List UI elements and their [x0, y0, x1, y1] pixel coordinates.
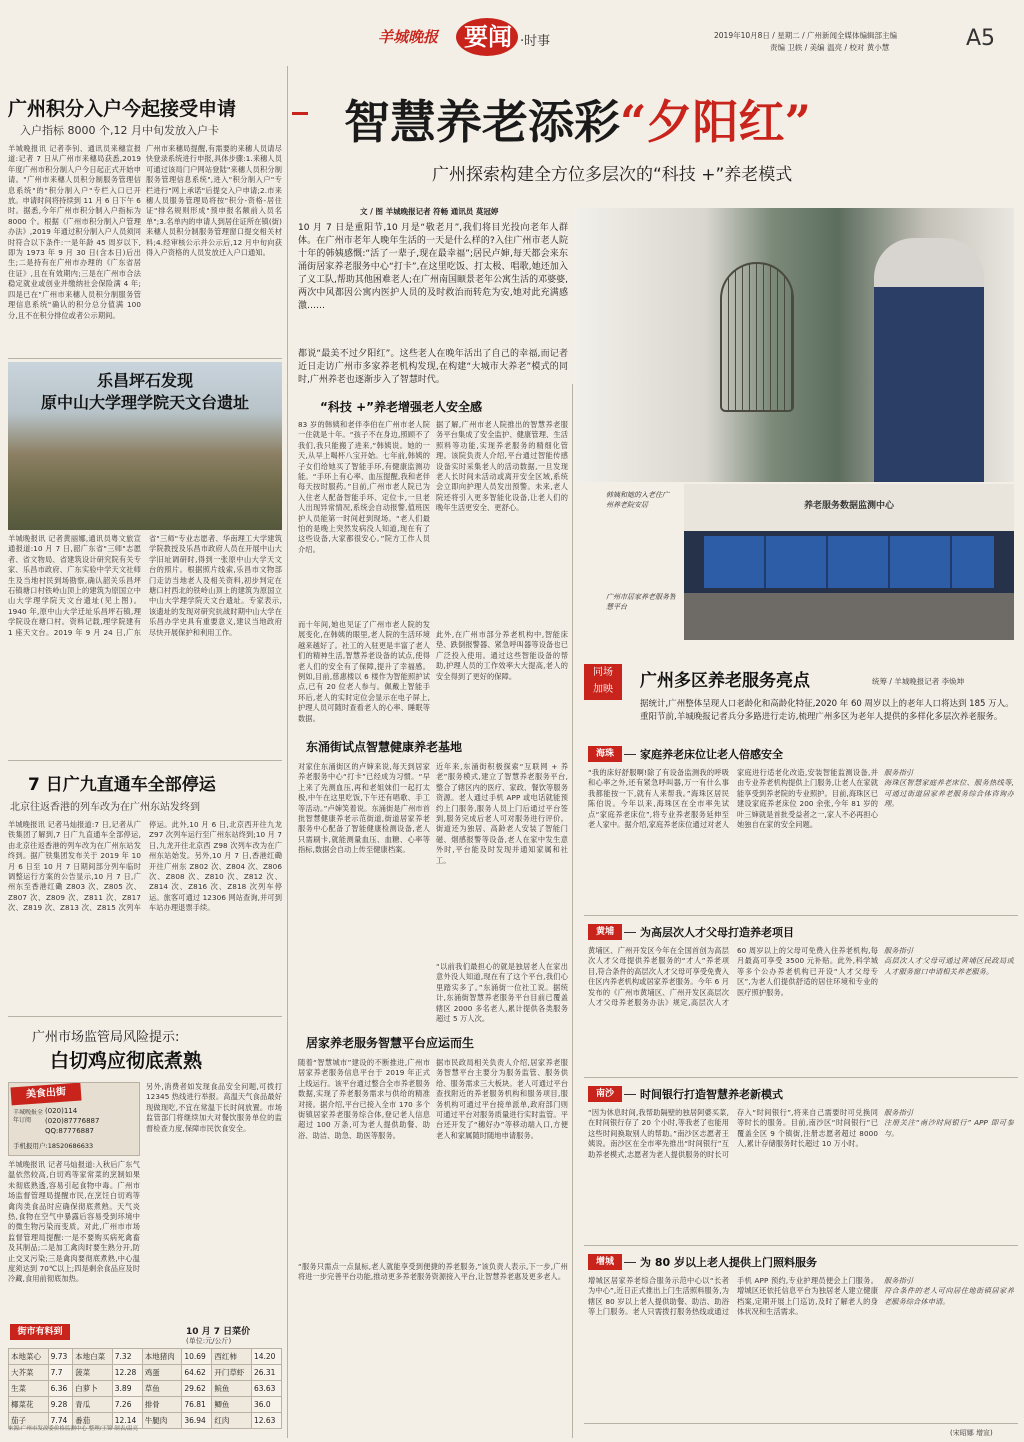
- price-row: [9, 1349, 282, 1365]
- divider: [8, 760, 282, 761]
- district-service-guide: 服务指引 海珠区智慧家庭养老床位、服务热线等,可通过街道居家养老服务综合体咨询办理。: [884, 768, 1014, 809]
- price-item: 生菜: [9, 1381, 49, 1397]
- sidebar-final-credit: (宋昭娜 增宣): [950, 1429, 993, 1437]
- elder-woman-photo: [574, 208, 1014, 482]
- feature-headline: [344, 92, 984, 156]
- divider: [8, 1016, 282, 1017]
- price-item: 排骨: [142, 1397, 182, 1413]
- price-value: 6.36: [48, 1381, 73, 1397]
- feature-byline: 文 / 图 羊城晚报记者 符畅 通讯员 莫冠婷: [360, 207, 499, 216]
- feature-subhead: 广州探索构建全方位多层次的“科技 +”养老模式: [432, 165, 793, 185]
- district-heading-rule: [624, 932, 636, 933]
- article-chicken-body: 羊城晚报讯 记者马灿报道:入秋后广东气温依然较高,白切鸡等家常菜的烹制如果未彻底熟透,容易引起食物中毒。广州市场监督管理局提醒市民,在烹饪白切鸡等禽肉类食品时应确保彻底煮熟。天气炎热,食物在空气中暴露后容易受到环境中的微生物污染而变质。对此,广州市市场监督管理局提醒:一是不要购买病死禽畜及其制品;二是加工禽肉时要生熟分开,防止交叉污染;三是禽肉要彻底煮熟,中心温度须达到 70℃以上;四是剩余食品应及时冷藏,食用前彻底加热。: [8, 1160, 140, 1284]
- price-item: 白萝卜: [73, 1381, 113, 1397]
- district-body: “因为休息时间,我帮助隔壁的独居阿婆买菜,在时间银行存了 20 个小时,等我老了也能用这些时间换取别人的帮助。”南沙区志愿者王姨说。南沙区在全市率先推出“时间银行”互助养老模式,志愿者为老人提供服务的时长可存入“时间银行”,将来自己需要时可兑换同等时长的服务。目前,南沙区“时间银行”已覆盖全区 9 个镇街,注册志愿者超过 8000 人,累计存储服务时长超过 10 万小时。: [588, 1108, 878, 1159]
- district-service-guide: 服务指引 高层次人才父母可通过黄埔区民政局或人才服务窗口申请相关养老服务。: [884, 946, 1014, 976]
- section3-body-b: 据市民政局相关负责人介绍,居家养老服务智慧平台主要分为服务监管、服务供给、服务需求三大板块。老人可通过平台查找附近的养老服务机构和服务项目,服务机构可通过平台接单派单,政府部门则可通过平台对服务质量进行实时监管。平台还开发了“穗好办”等移动端入口,方便老人和家属随时随地申请服务。: [436, 1058, 568, 1140]
- price-item: 本地菜心: [9, 1349, 49, 1365]
- ad-hotline-label: 羊城晚报全年订阅: [13, 1109, 43, 1124]
- birdcage: [720, 262, 794, 412]
- district-name-tag: 海珠: [588, 746, 622, 762]
- price-item: 大芥菜: [9, 1365, 49, 1381]
- district-heading: 为 80 岁以上老人提供上门照料服务: [640, 1256, 817, 1269]
- price-item: 椰菜花: [9, 1397, 49, 1413]
- price-item: 西红柿: [212, 1349, 252, 1365]
- sidebar-tag: [584, 664, 622, 700]
- sidebar-credit: 统筹 / 羊城晚报记者 李焕坤: [872, 677, 965, 686]
- district-name-tag: 增城: [588, 1254, 622, 1270]
- district-heading-rule: [624, 1262, 636, 1263]
- price-value: 7.7: [48, 1365, 73, 1381]
- price-source: 来源:广州市发改委价格监测中心 整理/王锦 制表/温亮: [8, 1426, 139, 1432]
- photo1-caption: 韩姨和她的入老住广州养老院安居: [606, 491, 669, 509]
- district-block: [584, 924, 1018, 1080]
- section-title: 要闻: [464, 22, 512, 51]
- ad-mobile: 手机报用户:18520686633: [13, 1142, 94, 1150]
- subsection-title: ·时事: [520, 34, 551, 48]
- article-train-body: 羊城晚报讯 记者马灿报道:7 日,记者从广铁集团了解到,7 日广九直通车全部停运,由北京往返香港的列车改为在广州东站发终到。据广铁集团发布关于 2019 年 10 月 6 日至 10 月 7 日期间部分列车临时调整运行方案的公告显示,10 月 7 日,广州东至香港红磡 Z803 次、Z805 次、Z807 次、Z809 次、Z811 次、Z817 次、Z819 次、Z813 次、Z815 次列车停运。此外,10 月 6 日,北京西开往九龙 Z97 次列车运行至广州东站终到;10 月 7 日,九龙开往北京西 Z98 次列车改为在广州东站始发。另外,10 月 7 日,香港红磡开往广州东 Z802 次、Z804 次、Z806 次、Z808 次、Z810 次、Z812 次、Z814 次、Z816 次、Z818 次列车停运。旅客可通过 12306 网站查询,并可到车站办理退票手续。: [8, 820, 282, 913]
- district-name-tag: 南沙: [588, 1086, 622, 1102]
- article-points-subtitle: 入户指标 8000 个,12 月中旬发放入户卡: [20, 124, 219, 137]
- price-item: 鲩鱼: [212, 1381, 252, 1397]
- district-divider: [584, 1423, 1018, 1424]
- section2-heading: 东涌街试点智慧健康养老基地: [306, 740, 463, 754]
- district-body: 增城区居家养老综合服务示范中心以“长者为中心”,近日正式推出上门生活照料服务,为辖区 80 岁以上老人提供助餐、助洁、助浴等上门服务。老人只需拨打服务热线或通过手机 APP 预约,专业护理员便会上门服务。增城区还依托信息平台为独居老人建立健康档案,定期开展上门巡访,及时了解老人的身体状况和生活需求。: [588, 1276, 878, 1317]
- price-item: 鲫鱼: [212, 1397, 252, 1413]
- price-value: 36.0: [251, 1397, 281, 1413]
- price-item: 草鱼: [142, 1381, 182, 1397]
- district-divider: [584, 915, 1018, 916]
- price-tag: 街市有料到: [10, 1324, 70, 1340]
- price-row: [9, 1397, 282, 1413]
- monitoring-center-photo: [684, 484, 1014, 640]
- price-table: [8, 1348, 282, 1429]
- feature-accent-bar: [292, 112, 308, 115]
- sidebar-tag-line1: 同场: [593, 667, 613, 678]
- district-body: “我的床好舒服啊!除了有设备监测我的呼吸和心率之外,还有紧急呼叫器,万一有什么事我都能按一下,就有人来帮我。”海珠区居民陈伯说。今年以来,海珠区在全市率先试点“家庭养老床位”,将专业养老服务延伸至老人家中。据介绍,家庭养老床位通过对老人家庭进行适老化改造,安装智能监测设备,并由专业养老机构提供上门服务,让老人在家就能享受到养老院的专业照护。目前,海珠区已建设家庭养老床位 200 余张,今年 81 岁的叶三婶就是首批受益者之一,家人不必再担心她独自在家的安全问题。: [588, 768, 878, 830]
- divider: [8, 358, 282, 359]
- article-observatory-title-2: 原中山大学理学院天文台遗址: [40, 393, 249, 412]
- price-value: 76.81: [182, 1397, 212, 1413]
- price-value: 12.14: [112, 1413, 142, 1429]
- price-value: 9.28: [48, 1397, 73, 1413]
- feature-lead-b: 都说“最美不过夕阳红”。这些老人在晚年活出了自己的幸福,而记者近日走访广州市多家养老机构发现,在构建“大城市大养老”模式的同时,广州养老也逐渐步入了智慧时代。: [298, 349, 568, 385]
- price-value: 7.32: [112, 1349, 142, 1365]
- section1-heading: “科技 +”养老增强老人安全感: [320, 400, 483, 414]
- district-heading: 为高层次人才父母打造养老项目: [640, 926, 794, 939]
- price-value: 12.63: [251, 1413, 281, 1429]
- feature-headline-main: 智慧养老添彩: [344, 95, 620, 149]
- price-value: 12.28: [112, 1365, 142, 1381]
- section1-body-c: 据了解,广州市老人院推出的智慧养老服务平台集成了安全监护、健康管理、生活照料等功能,实现养老服务的精细化管理。该院负责人介绍,平台通过智能传感设备实时采集老人的活动数据,一旦发现老人长时间未活动或离开安全区域,系统会立即向护理人员发出预警。未来,老人院还将引入更多智能化设备,让老人们的晚年生活更安全、更舒心。: [436, 420, 568, 513]
- price-item: 青瓜: [73, 1397, 113, 1413]
- section2-body-a: 对家住东涌街区的卢婶来说,每天到居家养老服务中心“打卡”已经成为习惯。“早上来了先测血压,再和老姐妹们一起打太极,中午在这里吃饭,下午还有唱歌、手工等活动。”卢婶笑着说。东涌街是广州市首批智慧健康养老示范街道,街道居家养老服务中心配备了智能健康检测设备,老人只需刷卡,就能测量血压、血糖、心率等指标,数据会自动上传至健康档案。: [298, 762, 430, 855]
- masthead: [0, 0, 1024, 62]
- article-points-title: 广州积分入户今起接受申请: [8, 98, 237, 120]
- feature-headline-accent: “夕阳红”: [620, 95, 811, 149]
- column-divider: [572, 384, 573, 1438]
- district-block: [584, 746, 1018, 918]
- price-item: 菠菜: [73, 1365, 113, 1381]
- price-row: [9, 1381, 282, 1397]
- district-heading: 家庭养老床位让老人倍感安全: [640, 748, 783, 761]
- section2-body-c: “以前我们最担心的就是独居老人在家出意外没人知道,现在有了这个平台,我们心里踏实多了。”东涌街一位社工说。据统计,东涌街智慧养老服务平台目前已覆盖辖区 2000 多名老人,累计提供各类服务超过 5 万人次。: [436, 962, 568, 1024]
- price-value: 3.89: [112, 1381, 142, 1397]
- ad-phone: (020)114: [45, 1107, 78, 1115]
- ad-qq: QQ:87776887: [45, 1127, 95, 1135]
- section3-heading: 居家养老服务智慧平台应运而生: [306, 1036, 475, 1050]
- price-row: [9, 1365, 282, 1381]
- feature-lead: 10 月 7 日是重阳节,10 月是“敬老月”,我们将目光投向老年人群体。在广州市老年人晚年生活的一天是什么样的?入住广州市老人院十年的韩姨感慨:“活了一辈子,现在最幸福”;居民卢婶,每天都会来东涌街居家养老服务中心“打卡”,在这里吃饭、打太极、唱歌,她还加入了义工队,帮助其他困难老人;在广州南国颐景老年公寓生活的邓婆婆,两次中风都因公寓内医护人员的及时救治而转危为安,她对此充满感激……: [298, 223, 568, 311]
- sidebar-intro: 据统计,广州整体呈现人口老龄化和高龄化特征,2020 年 60 周岁以上的老年人口将达到 185 万人。重阳节前,羊城晚报记者兵分多路进行走访,梳理广州多区为老年人提供的多样化多层次养老服务。: [640, 699, 1014, 722]
- staff-line: 责编 卫轶 / 美编 温亮 / 校对 黄小慧: [770, 43, 890, 52]
- price-value: 36.94: [182, 1413, 212, 1429]
- photo2-caption: 广州市居家养老服务智慧平台: [606, 593, 676, 611]
- article-chicken-title: 白切鸡应彻底煮熟: [50, 1050, 203, 1072]
- section2-body-b: 近年来,东涌街积极探索“互联网 + 养老”服务模式,建立了智慧养老服务平台,整合了辖区内的医疗、家政、餐饮等服务资源。老人通过手机 APP 或电话就能预约上门服务,服务人员上门后通过平台签到,服务完成后老人可对服务进行评价。街道还为独居、高龄老人安装了智能门磁、烟感报警等设备,老人在家中发生意外时,平台能及时发现并通知家属和社工。: [436, 762, 568, 865]
- price-box: [8, 1322, 282, 1436]
- page-number: A5: [966, 26, 996, 51]
- district-heading-rule: [624, 1094, 636, 1095]
- price-item: 牛腿肉: [142, 1413, 182, 1429]
- price-item: 番茄: [73, 1413, 113, 1429]
- district-service-guide: 服务指引 注册关注“南沙时间银行” APP 即可参与。: [884, 1108, 1014, 1138]
- district-service-guide: 服务指引 符合条件的老人可向居住地街镇居家养老服务综合体申请。: [884, 1276, 1014, 1306]
- price-value: 64.62: [182, 1365, 212, 1381]
- food-ad-label: 美食出街: [10, 1083, 81, 1106]
- article-observatory-body: 羊城晚报讯 记者黄丽娜,通讯员粤文旅宣通报道:10 月 7 日,韶广东省"三师"志愿者、省文物局、省建筑设计研究院有关专家、乐昌市政府、广东实验中学天文社师生及当地村民到场勘察,确认韶关乐昌坪石镇塘口村铁岭山顶上的建筑为原国立中山大学理学院天文台遗址(见上图)。1940 年,原中山大学迁址乐昌坪石镇,理学院设在塘口村。资料记载,理学院建有 1 座天文台。2019 年 9 月 24 日,广东省"三师"专业志愿者、华南理工大学建筑学院教授及乐昌市政府人员在开展中山大学旧址调研时,得到一张原中山大学天文台的照片。根据照片线索,乐昌市文物部门走访当地老人及相关资料,初步判定在塘口村西北的铁岭山顶上的建筑为原国立中山大学理学院天文台遗址。专家表示,该遗址的发现对研究抗战时期中山大学在乐昌办学史具有重要意义,建议当地政府尽快开展保护和利用工作。: [8, 534, 282, 637]
- monitoring-center-sign: 养老服务数据监测中心: [803, 501, 894, 511]
- price-value: 7.74: [48, 1413, 73, 1429]
- district-divider: [584, 1245, 1018, 1246]
- article-train-subtitle: 北京往返香港的列车改为在广州东站发终到: [10, 802, 200, 812]
- section1-body-d: 此外,在广州市部分养老机构中,智能床垫、跌倒报警器、紧急呼叫器等设备也已广泛投入使用。通过这些智能设备的帮助,护理人员的工作效率大大提高,老人的安全得到了更好的保障。: [436, 630, 568, 681]
- price-value: 14.20: [251, 1349, 281, 1365]
- price-item: 红肉: [212, 1413, 252, 1429]
- price-item: 本地白菜: [73, 1349, 113, 1365]
- article-chicken-kicker: 广州市场监管局风险提示:: [32, 1030, 180, 1044]
- price-item: 开门草虾: [212, 1365, 252, 1381]
- district-block: [584, 1254, 1018, 1426]
- article-points-body: 羊城晚报讯 记者李钊、通讯员来穗宣报道:记者 7 日从广州市来穗局获悉,2019 年度广州市积分制人户今日起正式开始申请。"广州市来穗人员积分制服务管理信息系统"的"积分制入户"专栏入口已开放。申请时间将持续到 11 月 6 日下午 6 时。据悉,今年广州市积分制入户指标为 8000 个。根据《广州市积分制入户管理办法》,2019 年通过积分制入户人员须同时符合以下条件:一是年龄 45 周岁以下,即为 1973 年 9 月 30 日(含本日)后出生;二是持有在广州市办理的《广东省居住证》,且在有效期内;三是在广州市合法稳定就业或创业并缴纳社会保险满 4 年;四是已在"广州市来穗人员积分制服务管理信息系统"确认的积分总分值满 100 分,且不在积分排位或者公示期间。: [8, 144, 141, 320]
- price-value: 29.62: [182, 1381, 212, 1397]
- section3-body-c: “服务只需点一点鼠标,老人就能享受到便捷的养老服务,”该负责人表示,下一步,广州将进一步完善平台功能,推动更多养老服务资源接入平台,让智慧养老惠及更多老人。: [298, 1262, 568, 1282]
- sidebar-tag-line2: 加映: [593, 684, 613, 695]
- price-item: 本地猪肉: [142, 1349, 182, 1365]
- date-line: 2019年10月8日 / 星期二 / 广州新闻全媒体编辑部主编: [714, 31, 897, 40]
- column-divider: [287, 66, 288, 1438]
- section1-body-a: 83 岁的韩姨和老伴李伯在广州市老人院一住就是十年。“孩子不在身边,照顾不了我们,我只能搬了进来,”韩姨说。她的一天,从早上喝杯八宝开始。七年前,韩姨的子女们给她买了智能手环,有健康监测功能。“手环上有心率、血压提醒,我和老伴每天按时服药。”目前,广州市老人院已为入住老人配备智能手环、定位卡,一旦老人出现异常情况,系统会自动报警,值班医护人员能第一时间赶到现场。“老人们最怕的是晚上突然发病没人知道,现在有了这些设备,大家都很安心。”院方工作人员介绍。: [298, 420, 430, 554]
- monitoring-screens: [704, 536, 994, 588]
- district-name-tag: 黄埔: [588, 924, 622, 940]
- paper-logo: 羊城晚报: [378, 28, 439, 46]
- price-value: 26.31: [251, 1365, 281, 1381]
- price-title: 10 月 7 日菜价: [186, 1327, 251, 1336]
- district-heading-rule: [624, 754, 636, 755]
- price-value: 10.69: [182, 1349, 212, 1365]
- price-value: 9.73: [48, 1349, 73, 1365]
- article-points-body-b: 广州市来穗局提醒,有需要的来穗人员请尽快登录系统进行申报,具体步骤:1.来穗人员可通过该局门户网站登陆"来穗人员积分制服务管理信息系统",进入"积分制入户"专栏进行"网上承诺"后提交入户申请;2.市来穗人员服务管理局将按"积分-资格-居住证"排名规则形成"预申报名额前入员名单";3.名单内的申请人到居住证所在镇(街)来穗人员积分制服务管理窗口提交相关材料;4.经审核公示并公示后,12 月中旬向获得入户资格的人员发放迁入户口通知。: [146, 144, 282, 258]
- ad-phone-2: (020)87776887: [45, 1117, 100, 1125]
- article-observatory-title-1: 乐昌坪石发现: [96, 371, 193, 390]
- article-chicken-body-b: 另外,消费者如发现食品安全问题,可拨打 12345 热线进行举报。高温天气食品最好现做现吃,不宜在常温下长时间放置。市场监管部门将继续加大对餐饮服务单位的监督检查力度,保障市民饮食安全。: [146, 1082, 282, 1133]
- district-body: 黄埔区、广州开发区今年在全国首创为高层次人才父母提供养老服务的“才人”养老项目,符合条件的高层次人才父母可享受免费入住区内养老机构或居家养老服务。今年 6 月发布的《广州市黄埔区、广州开发区高层次人才父母养老服务办法》规定,高层次人才 60 周岁以上的父母可免费入住养老机构,每月最高可享受 3500 元补贴。此外,科学城等多个公办养老机构已开设“人才父母专区”,为老人们提供舒适的居住环境和专业的医疗照护服务。: [588, 946, 878, 1008]
- elder-woman-figure: [874, 238, 984, 482]
- price-value: 63.63: [251, 1381, 281, 1397]
- district-divider: [584, 1077, 1018, 1078]
- price-value: 7.26: [112, 1397, 142, 1413]
- price-item: 鸡蛋: [142, 1365, 182, 1381]
- district-block: [584, 1086, 1018, 1248]
- price-item: 茄子: [9, 1413, 49, 1429]
- district-heading: 时间银行打造智慧养老新模式: [640, 1088, 783, 1101]
- food-ad-box: [8, 1082, 140, 1156]
- section3-body-a: 随着“智慧城市”建设的不断推进,广州市居家养老服务信息平台于 2019 年正式上线运行。该平台通过整合全市养老服务数据,实现了养老服务需求与供给的精准对接。据介绍,平台已接入全市 170 多个街镇居家养老服务综合体,登记老人信息超过 100 万条,可为老人提供助餐、助浴、助洁、助急、助医等服务。: [298, 1058, 430, 1140]
- sidebar-title: 广州多区养老服务亮点: [640, 671, 810, 691]
- section1-body-b: 而十年间,她也见证了广州市老人院的发展变化,在韩姨的眼里,老人院的生活环境越来越好了。社工的入驻更是丰富了老人们的精神生活,智慧养老设备的试点,使得老人们的安全有了保障,提升了幸福感。例如,目前,慈惠楼以 6 楼作为智能照护试点,已有 20 位老人参与。佩戴上智能手环后,老人的实时定位会显示在电子屏上,护理人员可随时查看老人的心率、睡眠等数据。: [298, 620, 430, 723]
- article-train-title: 7 日广九直通车全部停运: [28, 775, 216, 794]
- price-unit: (单位:元/公斤): [186, 1337, 232, 1345]
